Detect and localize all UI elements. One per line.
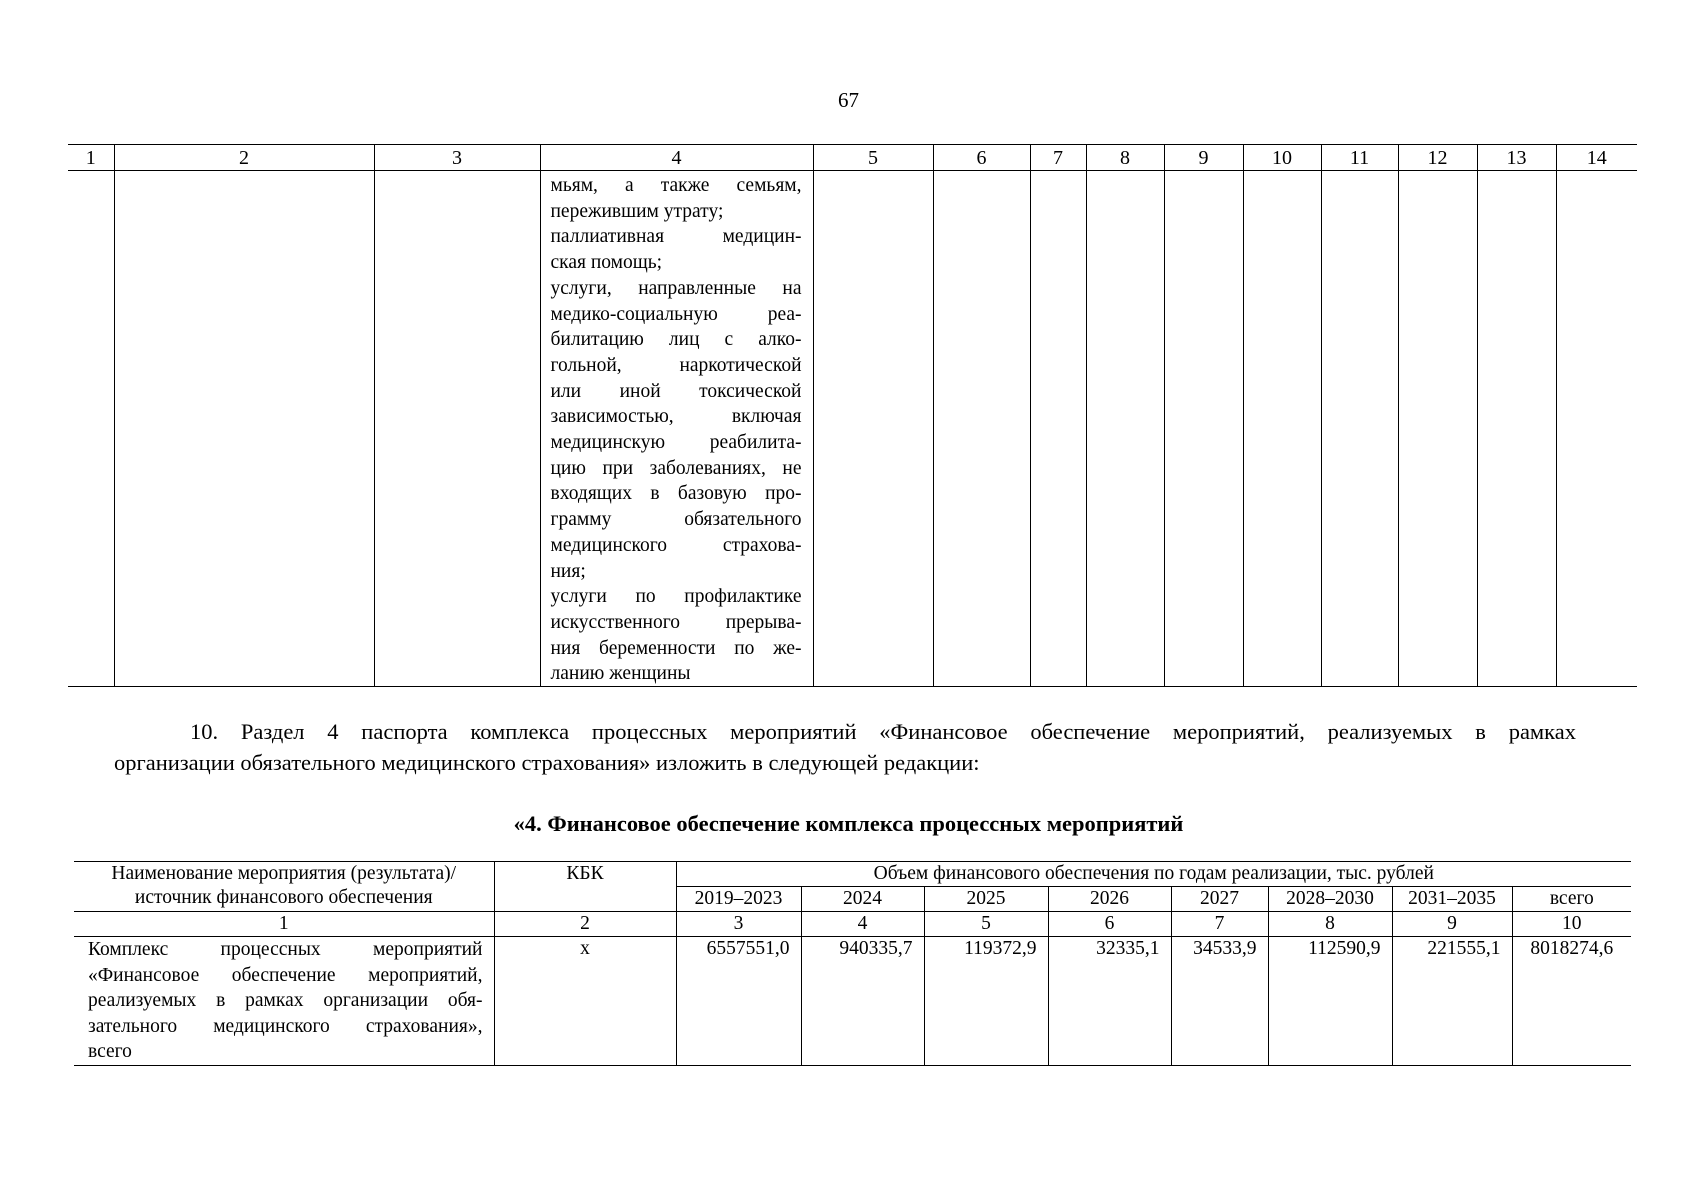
- financing-table: [74, 861, 1631, 1066]
- column-number: 10: [1243, 145, 1321, 171]
- table-cell: [1164, 171, 1243, 687]
- column-number: 5: [813, 145, 933, 171]
- column-number: 3: [676, 912, 801, 937]
- table-cell: [1030, 171, 1086, 687]
- table-cell: [68, 171, 114, 687]
- total-value-cell: 8018274,6: [1512, 937, 1631, 1066]
- column-number: 4: [540, 145, 813, 171]
- value-cell: 32335,1: [1048, 937, 1171, 1066]
- table-row: [74, 937, 1631, 1066]
- text-line: или иной токсической: [550, 380, 802, 402]
- column-number: 8: [1086, 145, 1164, 171]
- year-header: 2019–2023: [676, 887, 801, 912]
- table-cell: [374, 171, 540, 687]
- header-line: Наименование мероприятия (результата)/: [111, 863, 457, 884]
- column-number: 13: [1477, 145, 1556, 171]
- table-cell: [1086, 171, 1164, 687]
- text-line: всего: [88, 1041, 132, 1062]
- column-number: 12: [1398, 145, 1477, 171]
- table-cell: [1477, 171, 1556, 687]
- text-line: входящих в базовую про-: [550, 483, 802, 505]
- column-number: 9: [1164, 145, 1243, 171]
- table-cell: [1556, 171, 1637, 687]
- column-number: 9: [1392, 912, 1512, 937]
- column-number: 14: [1556, 145, 1637, 171]
- table-cell: [1398, 171, 1477, 687]
- text-line: искусственного прерыва-: [550, 611, 802, 633]
- table-cell: [933, 171, 1030, 687]
- header-line: источник финансового обеспечения: [134, 887, 433, 908]
- column-number: 3: [374, 145, 540, 171]
- amendment-paragraph: [114, 716, 1576, 778]
- year-header: 2028–2030: [1268, 887, 1392, 912]
- column-number: 11: [1321, 145, 1398, 171]
- text-line: ская помощь;: [550, 252, 663, 274]
- column-number: 8: [1268, 912, 1392, 937]
- column-number: 2: [494, 912, 676, 937]
- text-line: медицинского страхова-: [550, 534, 802, 556]
- paragraph-line: организации обязательного медицинского страхования» изложить в следующей редакции:: [114, 750, 980, 775]
- value-cell: 119372,9: [924, 937, 1048, 1066]
- text-line: грамму обязательного: [550, 509, 802, 531]
- column-number: 6: [1048, 912, 1171, 937]
- text-line: зательного медицинского страхования»,: [88, 1015, 483, 1037]
- value-cell: 112590,9: [1268, 937, 1392, 1066]
- table-cell: [114, 171, 374, 687]
- year-header: 2027: [1171, 887, 1268, 912]
- text-line: ния;: [550, 560, 586, 582]
- text-line: реализуемых в рамках организации обя-: [88, 990, 483, 1011]
- column-number: 6: [933, 145, 1030, 171]
- section-heading: «4. Финансовое обеспечение комплекса процессных мероприятий: [513, 811, 1184, 836]
- activity-name-cell: [74, 937, 494, 1066]
- text-line: услуги по профилактике: [550, 586, 802, 608]
- value-cell: 34533,9: [1171, 937, 1268, 1066]
- text-line: ланию женщины: [550, 663, 691, 685]
- table-cell: [813, 171, 933, 687]
- name-header: [74, 862, 494, 912]
- table-row: [68, 171, 1637, 687]
- text-line: зависимостью, включая: [550, 406, 802, 428]
- volume-header: Объем финансового обеспечения по годам реализации, тыс. рублей: [676, 862, 1631, 887]
- column-number: 1: [68, 145, 114, 171]
- text-line: цию при заболеваниях, не: [550, 457, 802, 479]
- text-line: услуги, направленные на: [550, 277, 802, 299]
- year-header: 2024: [801, 887, 924, 912]
- column-number-row: [74, 912, 1631, 937]
- text-line: мьям, а также семьям,: [550, 175, 802, 196]
- column-number: 7: [1171, 912, 1268, 937]
- year-header: 2026: [1048, 887, 1171, 912]
- text-line: билитацию лиц с алко-: [550, 329, 802, 351]
- table-cell: [1243, 171, 1321, 687]
- value-cell: 940335,7: [801, 937, 924, 1066]
- kbk-cell: x: [494, 937, 676, 1066]
- text-line: паллиативная медицин-: [550, 226, 802, 248]
- text-line: пережившим утрату;: [550, 200, 724, 222]
- total-header: всего: [1512, 887, 1631, 912]
- paragraph-line: 10. Раздел 4 паспорта комплекса процессных мероприятий «Финансовое обеспечение мероприятий, реализуемых в рамках: [190, 719, 1576, 744]
- year-header: 2031–2035: [1392, 887, 1512, 912]
- value-cell: 221555,1: [1392, 937, 1512, 1066]
- kbk-header: КБК: [494, 862, 676, 912]
- column-number: 7: [1030, 145, 1086, 171]
- column-number: 4: [801, 912, 924, 937]
- column-number: 1: [74, 912, 494, 937]
- column-number: 5: [924, 912, 1048, 937]
- year-header: 2025: [924, 887, 1048, 912]
- text-line: медицинскую реабилита-: [550, 432, 802, 454]
- table-cell: [1321, 171, 1398, 687]
- value-cell: 6557551,0: [676, 937, 801, 1066]
- header-row: [74, 862, 1631, 887]
- column-number-row: [68, 145, 1637, 171]
- continued-table: [68, 144, 1637, 687]
- column-number: 2: [114, 145, 374, 171]
- text-line: «Финансовое обеспечение мероприятий,: [88, 964, 483, 986]
- text-line: ния беременности по же-: [550, 637, 802, 659]
- text-line: Комплекс процессных мероприятий: [88, 939, 483, 960]
- text-line: медико-социальную реа-: [550, 303, 802, 325]
- page-number: 67: [838, 88, 859, 112]
- column-number: 10: [1512, 912, 1631, 937]
- services-description-cell: [540, 171, 813, 687]
- text-line: гольной, наркотической: [550, 354, 802, 376]
